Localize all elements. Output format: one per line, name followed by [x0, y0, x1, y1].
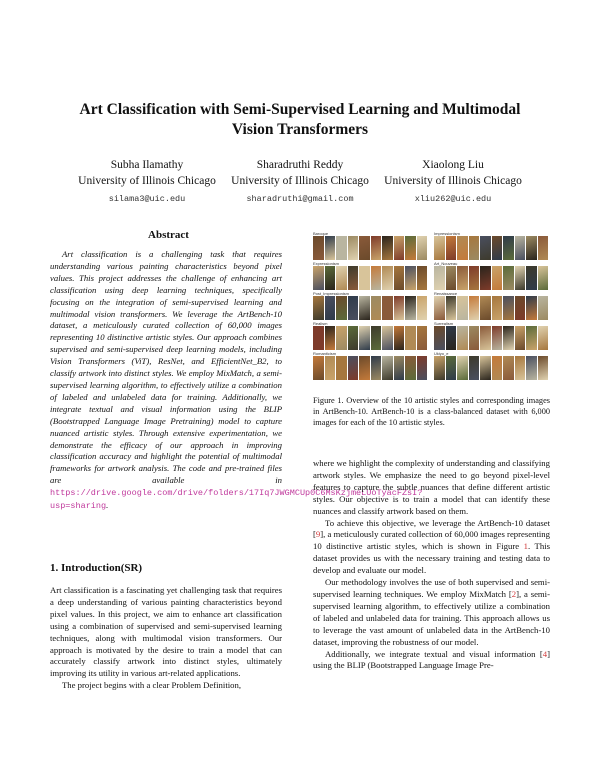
author-1 — [62, 157, 232, 205]
figure-style-label: Baroque — [313, 231, 329, 236]
figure-thumbnail — [417, 266, 428, 290]
figure-thumbnail — [394, 356, 405, 380]
figure-thumbnail — [538, 326, 549, 350]
figure-thumbnail — [515, 356, 526, 380]
figure-thumbnail — [434, 356, 445, 380]
figure-thumbnail — [359, 236, 370, 260]
figure-thumbnail — [405, 236, 416, 260]
figure-thumbnail — [526, 356, 537, 380]
figure-thumbnail — [503, 326, 514, 350]
figure-thumbnail-row — [434, 356, 549, 380]
figure-thumbnail — [434, 236, 445, 260]
figure-thumbnail — [313, 326, 324, 350]
figure-thumbnail — [417, 296, 428, 320]
figure-thumbnail — [394, 266, 405, 290]
figure-thumbnail — [446, 266, 457, 290]
figure-thumbnail — [382, 266, 393, 290]
figure-thumbnail — [405, 296, 416, 320]
figure-thumbnail — [382, 296, 393, 320]
figure-thumbnail — [538, 356, 549, 380]
figure-thumbnail — [526, 326, 537, 350]
author-3 — [368, 157, 538, 205]
figure-caption: Figure 1. Overview of the 10 artistic styles and corresponding images in ArtBench-10. ArtBench-10 is a class-balanced dataset with 6,000 images for each of the 10 artistic styles. — [313, 396, 550, 427]
figure-thumbnail — [371, 326, 382, 350]
figure-thumbnail-row — [434, 296, 549, 320]
body-paragraph: where we highlight the complexity of understanding and classifying artwork styles. We emphasize the need to go beyond pixel-level features to capture the subtle nuances that define different artistic styles. Our objective is to train a model that can identify these nuances and classify artwork based on them. — [313, 458, 550, 516]
figure-thumbnail — [503, 296, 514, 320]
figure-thumbnail-row — [313, 356, 428, 380]
figure-thumbnail — [348, 236, 359, 260]
author-email: xliu262@uic.edu — [414, 194, 492, 204]
author-2 — [215, 157, 385, 205]
figure-thumbnail — [526, 296, 537, 320]
figure-thumbnail — [446, 296, 457, 320]
citation-link[interactable]: 9 — [315, 529, 321, 540]
intro-paragraph: The project begins with a clear Problem Definition, — [62, 680, 242, 691]
figure-thumbnail — [469, 356, 480, 380]
figure-thumbnail — [382, 326, 393, 350]
right-column-body — [313, 458, 550, 672]
figure-thumbnail — [348, 356, 359, 380]
figure-thumbnail — [405, 326, 416, 350]
intro-body — [50, 585, 282, 692]
figure-thumbnail — [492, 356, 503, 380]
figure-thumbnail — [417, 356, 428, 380]
figure-thumbnail — [325, 326, 336, 350]
figure-thumbnail — [515, 266, 526, 290]
figure-thumbnail — [382, 236, 393, 260]
figure-thumbnail — [469, 266, 480, 290]
figure-thumbnail — [417, 326, 428, 350]
figure-thumbnail — [457, 266, 468, 290]
figure-thumbnail — [348, 296, 359, 320]
figure-thumbnail — [325, 296, 336, 320]
figure-thumbnail — [480, 326, 491, 350]
figure-style-label: Realism — [313, 321, 328, 326]
figure-thumbnail — [515, 296, 526, 320]
figure-style-label: Romanticism — [313, 351, 337, 356]
figure-thumbnail — [359, 326, 370, 350]
figure-style-label: Expressionism — [313, 261, 340, 266]
figure-thumbnail — [417, 236, 428, 260]
figure-ref-link[interactable]: 1 — [523, 541, 528, 552]
figure-thumbnail — [382, 356, 393, 380]
figure-thumbnail — [336, 236, 347, 260]
body-paragraph: Our methodology involves the use of both supervised and semi-supervised learning techniques. We employ MixMatch [2], a semi-supervised learning algorithm, to effectively utilize a combination of labeled and unlabeled data for training. This approach allows us to leverage the vast amount of unlabeled data in the ArtBench-10 dataset, improving the robustness of our model. — [313, 577, 550, 647]
figure-thumbnail — [469, 326, 480, 350]
author-name: Subha Ilamathy — [110, 159, 184, 171]
section-heading: 1. Introduction(SR) — [50, 562, 143, 574]
figure-thumbnail — [526, 266, 537, 290]
figure-thumbnail — [313, 296, 324, 320]
figure-thumbnail — [480, 296, 491, 320]
figure-thumbnail — [492, 266, 503, 290]
author-email: silama3@uic.edu — [108, 194, 186, 204]
figure-thumbnail — [503, 266, 514, 290]
figure-thumbnail — [394, 296, 405, 320]
abstract-heading: Abstract — [148, 229, 189, 241]
figure-thumbnail — [359, 296, 370, 320]
figure-style-label: Impressionism — [434, 231, 460, 236]
figure-thumbnail — [394, 326, 405, 350]
figure-thumbnail — [405, 356, 416, 380]
figure-thumbnail — [371, 296, 382, 320]
author-affiliation: University of Illinois Chicago — [231, 175, 369, 187]
code-link[interactable]: https://drive.google.com/drive/folders/17Iq7JWGMCUp0C6MsKzjmeLUoTyacFZsI?usp=sharing — [50, 488, 423, 512]
figure-thumbnail — [526, 236, 537, 260]
figure-thumbnail — [492, 296, 503, 320]
author-name: Xiaolong Liu — [422, 159, 484, 171]
paper-title: Art Classification with Semi-Supervised Learning and Multimodal Vision Transformers — [79, 101, 521, 138]
figure-thumbnail — [492, 326, 503, 350]
figure-thumbnail — [359, 266, 370, 290]
figure-thumbnail — [434, 266, 445, 290]
figure-thumbnail — [446, 236, 457, 260]
figure-thumbnail — [371, 266, 382, 290]
body-paragraph: Additionally, we integrate textual and visual information [4] using the BLIP (Bootstrapped Language Image Pre- — [313, 648, 550, 671]
figure-thumbnail — [515, 236, 526, 260]
figure-thumbnail — [348, 326, 359, 350]
figure-thumbnail — [325, 236, 336, 260]
figure-thumbnail — [446, 356, 457, 380]
figure-thumbnail — [325, 266, 336, 290]
figure-thumbnail — [503, 356, 514, 380]
body-paragraph: To achieve this objective, we leverage the ArtBench-10 dataset [9], a meticulously curated collection of 60,000 images representing 10 distinctive artistic styles, which is shown in Figure 1. This dataset provides us with the necessary training and testing data to develop and evaluate our model. — [313, 517, 550, 576]
figure-thumbnail — [371, 356, 382, 380]
figure-thumbnail — [394, 236, 405, 260]
figure-thumbnail — [313, 356, 324, 380]
figure-thumbnail — [434, 326, 445, 350]
figure-thumbnail — [371, 236, 382, 260]
figure-thumbnail-row — [434, 326, 549, 350]
figure-thumbnail — [325, 356, 336, 380]
figure-thumbnail — [359, 356, 370, 380]
intro-paragraph: Art classification is a fascinating yet challenging task that requires a deep understanding of various painting characteristics beyond pixel values. In this project, we aim to enhance art classification using a combination of supervised and semi-supervised learning techniques, along with multimodal vision transformers. Our approach is motivated by the desire to train a model that can accurately classify artwork into distinct styles, ultimately improving its utility in various art-related applications. — [50, 585, 282, 679]
citation-link[interactable]: 4 — [542, 648, 548, 659]
figure-thumbnail — [538, 266, 549, 290]
figure-thumbnail — [313, 266, 324, 290]
figure-thumbnail — [469, 236, 480, 260]
figure-thumbnail — [457, 326, 468, 350]
figure-thumbnail-row — [434, 236, 549, 260]
figure-thumbnail-row — [313, 236, 428, 260]
author-affiliation: University of Illinois Chicago — [78, 175, 216, 187]
figure-thumbnail — [538, 236, 549, 260]
figure-thumbnail — [515, 326, 526, 350]
figure-thumbnail-row — [313, 266, 428, 290]
abstract-text: Art classification is a challenging task that requires understanding various painting characteristics beyond pixel values. This project addresses the challenge of enhancing art classification using deep learning techniques, specifically focusing on the integration of semi-supervised learning and multimodal vision transformers. We leverage the ArtBench-10 dataset, a meticulously curated collection of 60,000 images representing 10 distinctive artistic styles. Our approach combines supervised and semi-supervised deep learning models, including Vision Transformers (ViT), ResNet, and EfficientNet_B2, to classify artwork into distinct styles. We employ MixMatch, a semi-supervised learning algorithm, to effectively utilize a combination of labeled and unlabeled data for training. Additionally, we integrate textual and visual information using the BLIP (Bootstrapped Language Image Pretraining) model to capture nuanced artistic styles. Through extensive experimentation, we demonstrate the efficacy of our approach in improving classification accuracy and highlight the potential of multimodal frameworks for artwork analysis. The code and pre-trained files are available in — [50, 249, 282, 486]
figure-thumbnail — [480, 356, 491, 380]
figure-thumbnail-row — [313, 326, 428, 350]
figure-thumbnail — [457, 236, 468, 260]
figure-thumbnail — [469, 296, 480, 320]
author-name: Sharadruthi Reddy — [256, 159, 344, 171]
figure-thumbnail — [492, 236, 503, 260]
figure-thumbnail — [480, 266, 491, 290]
abstract-end: . — [106, 500, 109, 511]
figure-thumbnail — [336, 326, 347, 350]
author-email: sharadruthi@gmail.com — [246, 194, 354, 204]
citation-link[interactable]: 2 — [511, 588, 517, 599]
figure-thumbnail — [313, 236, 324, 260]
figure-style-label: Art_Nouveau — [434, 261, 458, 266]
figure-thumbnail — [336, 266, 347, 290]
figure-thumbnail — [538, 296, 549, 320]
figure-style-label: Ukiyo_e — [434, 351, 449, 356]
figure-thumbnail — [457, 356, 468, 380]
figure-thumbnail-row — [434, 266, 549, 290]
figure-thumbnail — [457, 296, 468, 320]
figure-thumbnail — [336, 356, 347, 380]
figure-thumbnail — [446, 326, 457, 350]
figure-thumbnail — [434, 296, 445, 320]
figure-thumbnail-row — [313, 296, 428, 320]
figure-style-label: Post_Impressionism — [313, 291, 350, 296]
figure-style-label: Surrealism — [434, 321, 454, 326]
figure-thumbnail — [348, 266, 359, 290]
figure-thumbnail — [336, 296, 347, 320]
figure-thumbnail — [405, 266, 416, 290]
figure-thumbnail — [503, 236, 514, 260]
author-affiliation: University of Illinois Chicago — [384, 175, 522, 187]
figure-thumbnail — [480, 236, 491, 260]
figure-artbench-grid — [313, 231, 550, 381]
figure-style-label: Renaissance — [434, 291, 458, 296]
